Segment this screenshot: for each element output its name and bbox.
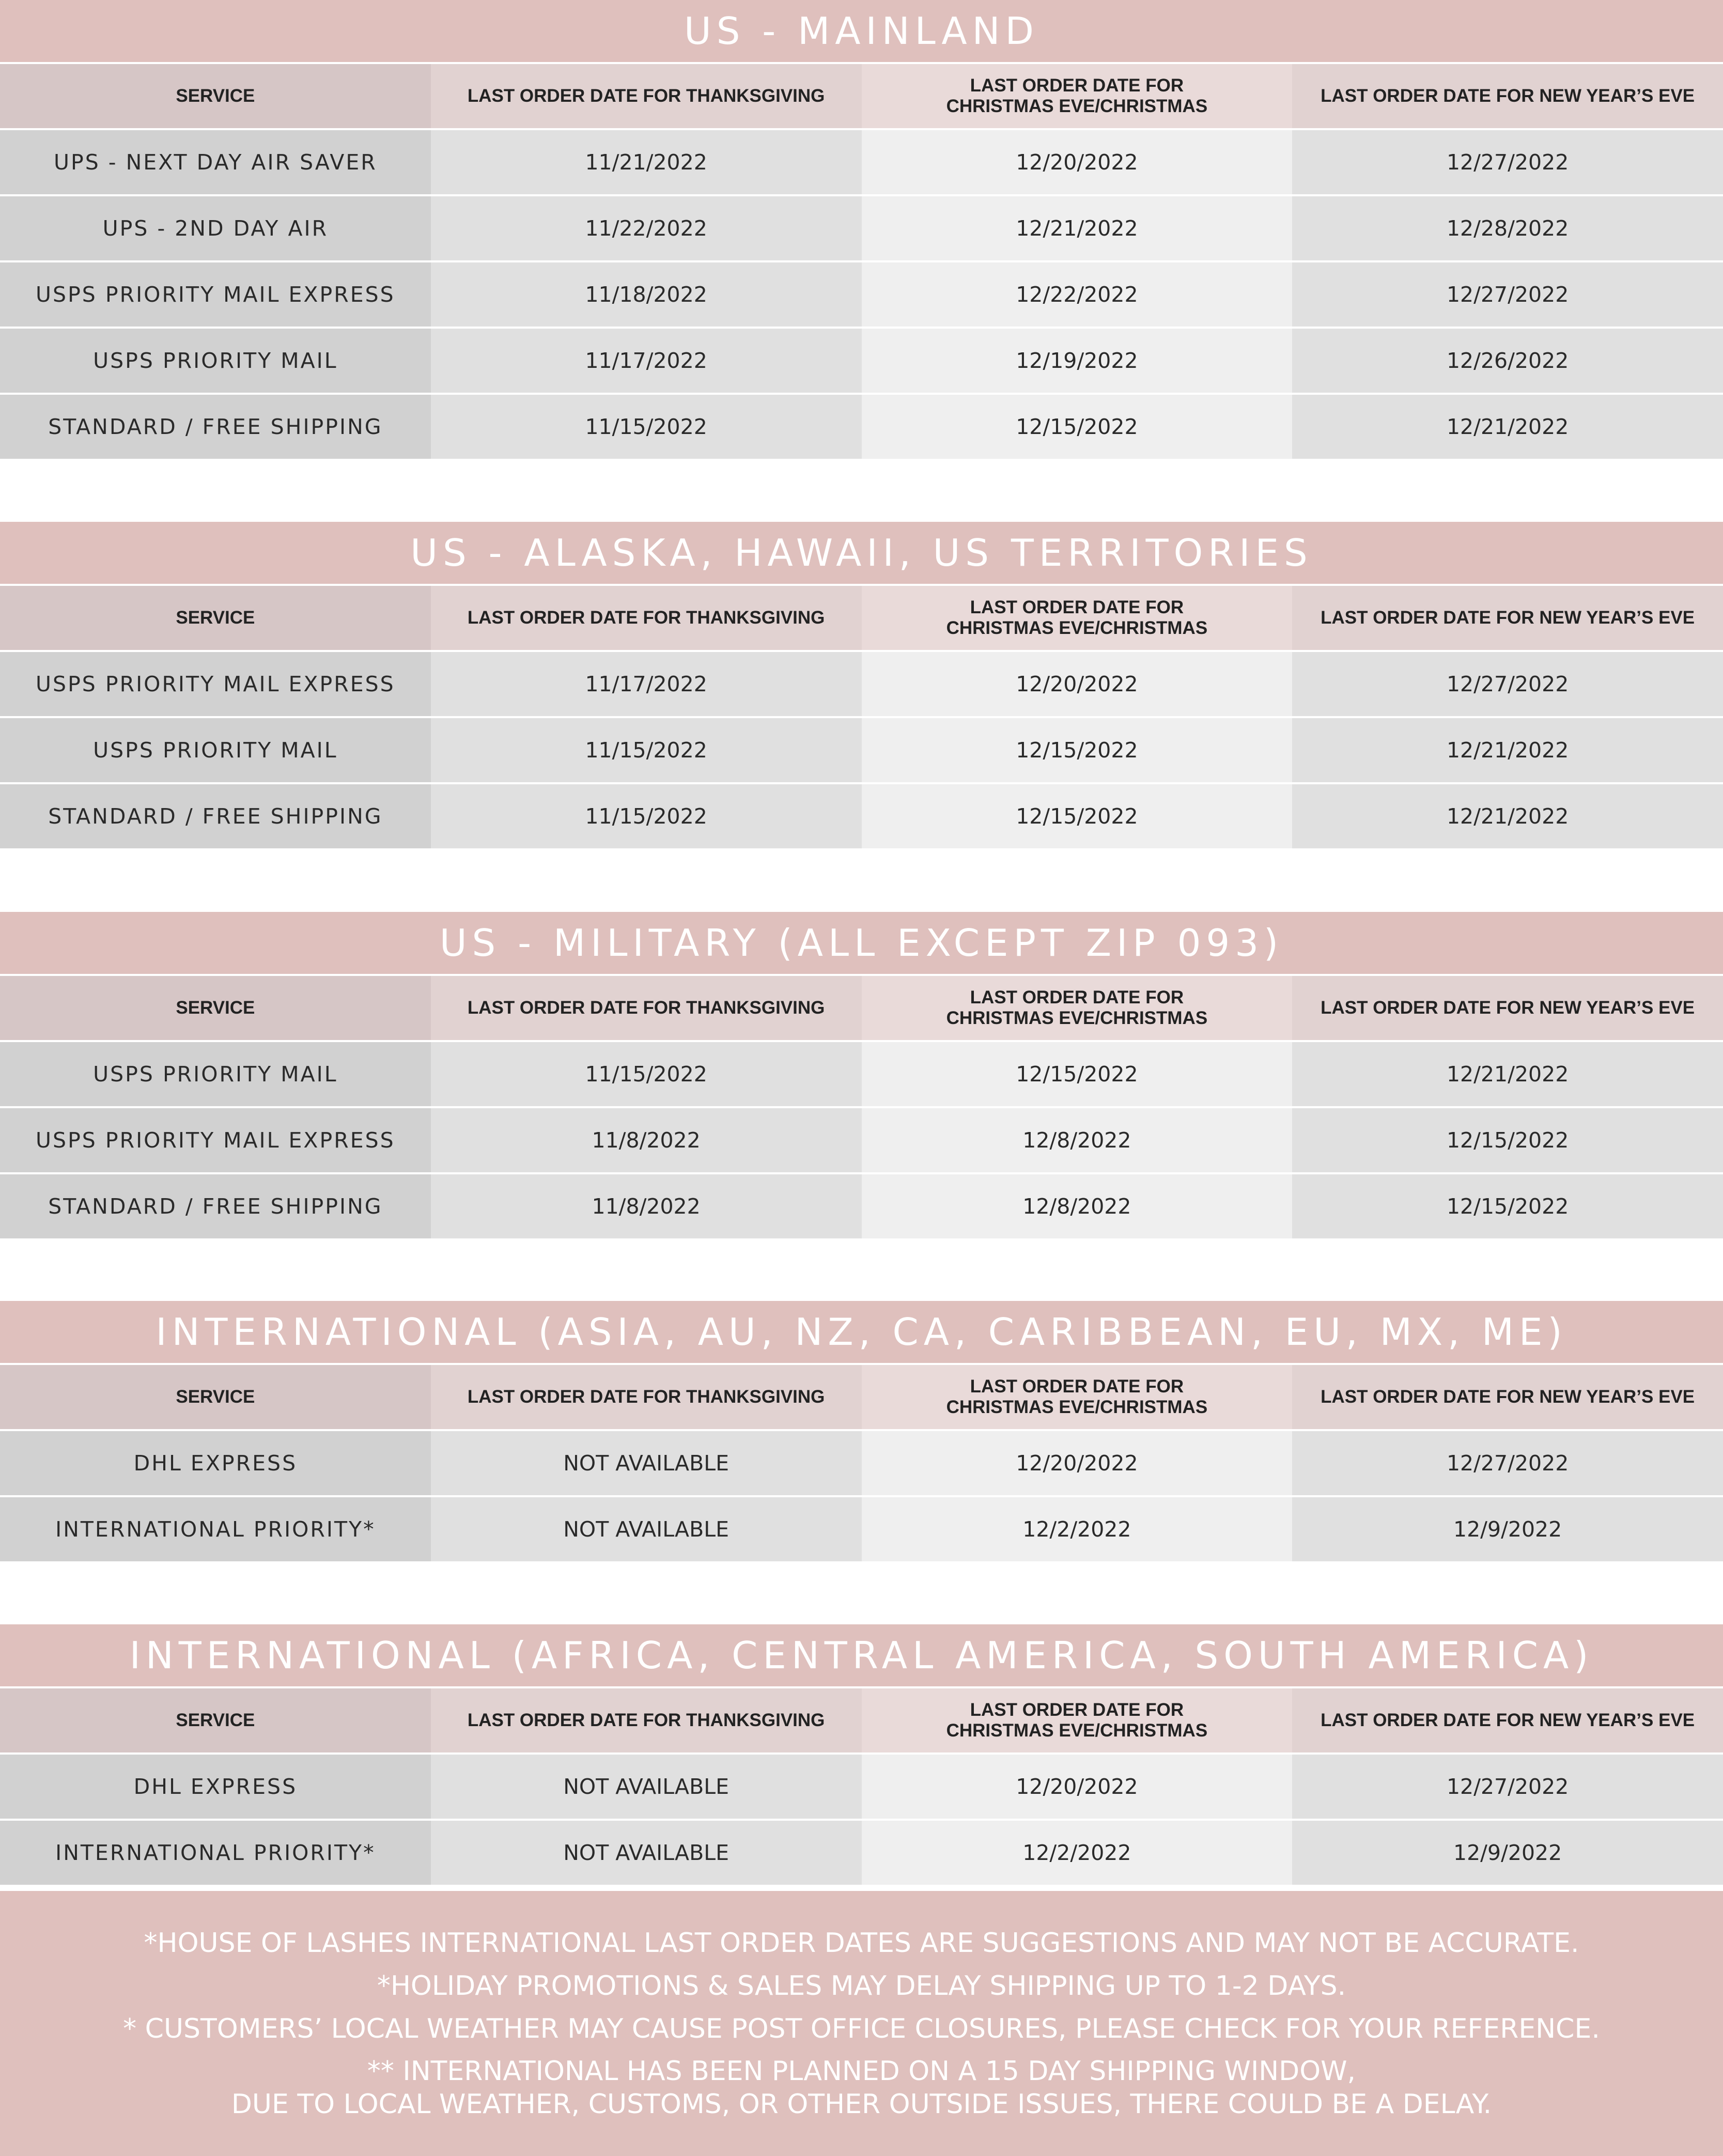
christmas-cell: 12/2/2022 [862,1497,1293,1561]
service-cell: USPS PRIORITY MAIL [0,329,431,393]
table-row [0,652,1723,718]
header-service: SERVICE [0,64,431,128]
christmas-cell: 12/15/2022 [862,1042,1293,1106]
header-new-years: LAST ORDER DATE FOR NEW YEAR’S EVE [1292,976,1723,1040]
thanksgiving-cell: NOT AVAILABLE [431,1431,862,1495]
christmas-cell: 12/20/2022 [862,1755,1293,1819]
table-header-row [0,1365,1723,1431]
header-christmas [862,64,1293,128]
christmas-cell: 12/15/2022 [862,395,1293,459]
service-cell: STANDARD / FREE SHIPPING [0,1174,431,1238]
section-title: INTERNATIONAL (AFRICA, CENTRAL AMERICA, SOUTH AMERICA) [0,1624,1723,1688]
header-christmas-line2: CHRISTMAS EVE/CHRISTMAS [946,1720,1208,1741]
christmas-cell: 12/22/2022 [862,262,1293,327]
new-years-cell: 12/27/2022 [1292,1755,1723,1819]
table-row [0,1821,1723,1885]
new-years-cell: 12/21/2022 [1292,718,1723,782]
header-christmas-line2: CHRISTMAS EVE/CHRISTMAS [946,1397,1208,1417]
christmas-cell: 12/8/2022 [862,1108,1293,1172]
service-cell: DHL EXPRESS [0,1755,431,1819]
header-christmas-line2: CHRISTMAS EVE/CHRISTMAS [946,618,1208,638]
service-cell: STANDARD / FREE SHIPPING [0,784,431,848]
table-header-row [0,976,1723,1042]
thanksgiving-cell: 11/15/2022 [431,784,862,848]
header-christmas-line1: LAST ORDER DATE FOR [970,1376,1184,1397]
thanksgiving-cell: 11/22/2022 [431,196,862,260]
christmas-cell: 12/15/2022 [862,784,1293,848]
thanksgiving-cell: NOT AVAILABLE [431,1497,862,1561]
thanksgiving-cell: 11/8/2022 [431,1174,862,1238]
header-christmas [862,976,1293,1040]
header-christmas-line1: LAST ORDER DATE FOR [970,75,1184,96]
header-service: SERVICE [0,1365,431,1429]
table-row [0,1108,1723,1174]
header-new-years: LAST ORDER DATE FOR NEW YEAR’S EVE [1292,1688,1723,1752]
service-cell: UPS - NEXT DAY AIR SAVER [0,130,431,194]
header-christmas [862,1688,1293,1752]
section-international-asia [0,1301,1723,1561]
service-cell: USPS PRIORITY MAIL [0,718,431,782]
table-row [0,196,1723,262]
note-holiday-promotions: *HOLIDAY PROMOTIONS & SALES MAY DELAY SHIPPING UP TO 1-2 DAYS. [377,1971,1346,2002]
header-thanksgiving: LAST ORDER DATE FOR THANKSGIVING [431,586,862,650]
header-christmas-line1: LAST ORDER DATE FOR [970,987,1184,1007]
header-thanksgiving: LAST ORDER DATE FOR THANKSGIVING [431,64,862,128]
thanksgiving-cell: 11/21/2022 [431,130,862,194]
service-cell: INTERNATIONAL PRIORITY* [0,1821,431,1885]
thanksgiving-cell: 11/15/2022 [431,718,862,782]
service-cell: USPS PRIORITY MAIL [0,1042,431,1106]
note-local-weather: * CUSTOMERS’ LOCAL WEATHER MAY CAUSE POST OFFICE CLOSURES, PLEASE CHECK FOR YOUR REFERENCE. [123,2013,1600,2044]
thanksgiving-cell: 11/18/2022 [431,262,862,327]
new-years-cell: 12/27/2022 [1292,262,1723,327]
christmas-cell: 12/20/2022 [862,652,1293,716]
header-christmas-line1: LAST ORDER DATE FOR [970,597,1184,617]
section-us-military [0,912,1723,1238]
header-thanksgiving: LAST ORDER DATE FOR THANKSGIVING [431,976,862,1040]
table-row [0,1174,1723,1238]
header-christmas-line1: LAST ORDER DATE FOR [970,1700,1184,1720]
table-row [0,1755,1723,1821]
table-row [0,784,1723,848]
service-cell: USPS PRIORITY MAIL EXPRESS [0,1108,431,1172]
section-title: US - ALASKA, HAWAII, US TERRITORIES [0,522,1723,586]
section-us-mainland [0,0,1723,459]
service-cell: DHL EXPRESS [0,1431,431,1495]
note-shipping-window-line1: ** INTERNATIONAL HAS BEEN PLANNED ON A 15 DAY SHIPPING WINDOW, [367,2056,1356,2087]
service-cell: USPS PRIORITY MAIL EXPRESS [0,652,431,716]
christmas-cell: 12/21/2022 [862,196,1293,260]
section-title: US - MILITARY (ALL EXCEPT ZIP 093) [0,912,1723,976]
service-cell: UPS - 2ND DAY AIR [0,196,431,260]
table-row [0,329,1723,395]
header-service: SERVICE [0,976,431,1040]
table-row [0,1042,1723,1108]
christmas-cell: 12/2/2022 [862,1821,1293,1885]
christmas-cell: 12/20/2022 [862,130,1293,194]
footer-notes [0,1891,1723,2156]
new-years-cell: 12/21/2022 [1292,395,1723,459]
header-service: SERVICE [0,586,431,650]
new-years-cell: 12/15/2022 [1292,1174,1723,1238]
new-years-cell: 12/21/2022 [1292,1042,1723,1106]
header-new-years: LAST ORDER DATE FOR NEW YEAR’S EVE [1292,586,1723,650]
new-years-cell: 12/9/2022 [1292,1497,1723,1561]
service-cell: INTERNATIONAL PRIORITY* [0,1497,431,1561]
section-international-africa [0,1624,1723,1885]
header-christmas [862,586,1293,650]
thanksgiving-cell: 11/17/2022 [431,329,862,393]
christmas-cell: 12/15/2022 [862,718,1293,782]
header-thanksgiving: LAST ORDER DATE FOR THANKSGIVING [431,1365,862,1429]
note-shipping-window-line2: DUE TO LOCAL WEATHER, CUSTOMS, OR OTHER OUTSIDE ISSUES, THERE COULD BE A DELAY. [231,2089,1492,2120]
header-new-years: LAST ORDER DATE FOR NEW YEAR’S EVE [1292,1365,1723,1429]
table-row [0,262,1723,329]
header-christmas-line2: CHRISTMAS EVE/CHRISTMAS [946,1008,1208,1028]
header-thanksgiving: LAST ORDER DATE FOR THANKSGIVING [431,1688,862,1752]
table-header-row [0,64,1723,130]
table-header-row [0,1688,1723,1755]
christmas-cell: 12/20/2022 [862,1431,1293,1495]
table-row [0,718,1723,784]
service-cell: STANDARD / FREE SHIPPING [0,395,431,459]
new-years-cell: 12/15/2022 [1292,1108,1723,1172]
service-cell: USPS PRIORITY MAIL EXPRESS [0,262,431,327]
header-christmas-line2: CHRISTMAS EVE/CHRISTMAS [946,96,1208,116]
table-row [0,130,1723,196]
new-years-cell: 12/27/2022 [1292,1431,1723,1495]
christmas-cell: 12/19/2022 [862,329,1293,393]
new-years-cell: 12/27/2022 [1292,652,1723,716]
section-us-alaska-hawaii [0,522,1723,848]
thanksgiving-cell: NOT AVAILABLE [431,1755,862,1819]
new-years-cell: 12/26/2022 [1292,329,1723,393]
christmas-cell: 12/8/2022 [862,1174,1293,1238]
thanksgiving-cell: 11/8/2022 [431,1108,862,1172]
table-row [0,395,1723,459]
thanksgiving-cell: 11/15/2022 [431,1042,862,1106]
table-row [0,1431,1723,1497]
section-title: US - MAINLAND [0,0,1723,64]
note-shipping-window [0,2051,1723,2122]
new-years-cell: 12/21/2022 [1292,784,1723,848]
thanksgiving-cell: 11/17/2022 [431,652,862,716]
thanksgiving-cell: NOT AVAILABLE [431,1821,862,1885]
header-christmas [862,1365,1293,1429]
table-header-row [0,586,1723,652]
header-service: SERVICE [0,1688,431,1752]
new-years-cell: 12/27/2022 [1292,130,1723,194]
header-new-years: LAST ORDER DATE FOR NEW YEAR’S EVE [1292,64,1723,128]
new-years-cell: 12/9/2022 [1292,1821,1723,1885]
note-international-suggestions: *HOUSE OF LASHES INTERNATIONAL LAST ORDER DATES ARE SUGGESTIONS AND MAY NOT BE ACCURATE. [144,1928,1579,1959]
new-years-cell: 12/28/2022 [1292,196,1723,260]
thanksgiving-cell: 11/15/2022 [431,395,862,459]
table-row [0,1497,1723,1561]
section-title: INTERNATIONAL (ASIA, AU, NZ, CA, CARIBBEAN, EU, MX, ME) [0,1301,1723,1365]
